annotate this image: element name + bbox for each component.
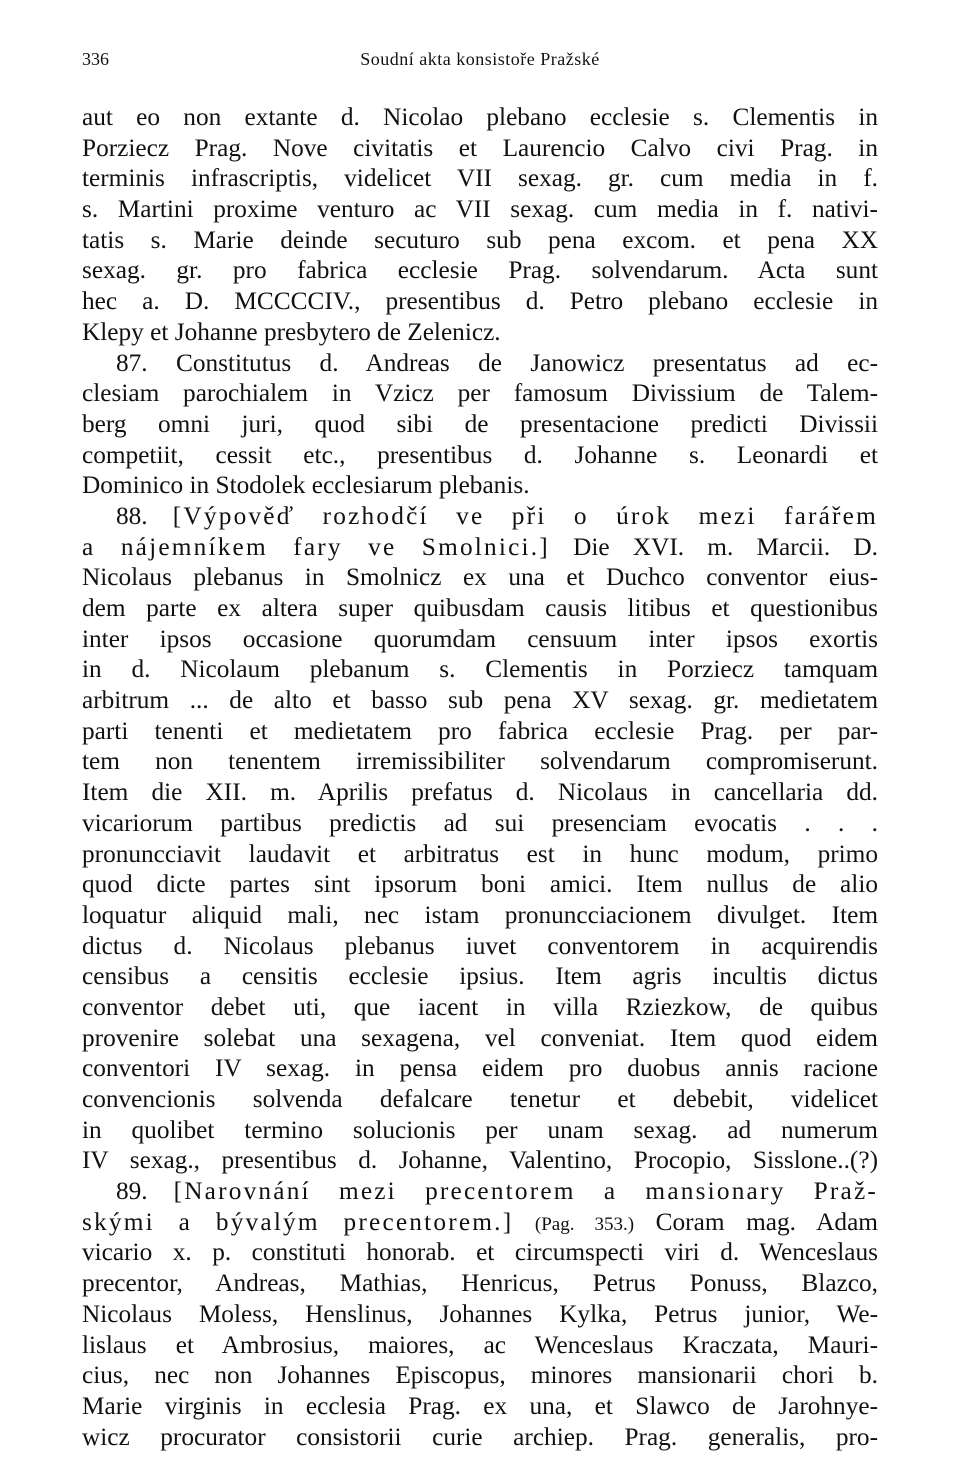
text-line: inter ipsos occasione quorumdam censuum inter ipsos exortis (82, 624, 878, 653)
text-line: aut eo non extante d. Nicolao plebano ecclesie s. Clementis in (82, 103, 878, 131)
text-line: conventor debet uti, que iacent in villa Rziezkow, de quibus (82, 992, 878, 1021)
text-line: Item die XII. m. Aprilis prefatus d. Nicolaus in cancellaria dd. (82, 778, 878, 807)
page-number: 336 (82, 49, 109, 69)
text-line: provenire solebat una sexagena, vel conveniat. Item quod eidem (82, 1023, 878, 1052)
text-line (82, 1176, 878, 1207)
text-span: 88. (116, 501, 173, 530)
text-line: 87. Constitutus d. Andreas de Janowicz presentatus ad ec- (116, 348, 878, 377)
text-line: s. Martini proxime venturo ac VII sexag. cum media in f. nativi- (82, 195, 878, 224)
text-line: pronuncciavit laudavit et arbitratus est in hunc modum, primo (82, 839, 878, 868)
text-line: dictus d. Nicolaus plebanus iuvet conventorem in acquirendis (82, 931, 878, 960)
spaced-heading-text: skými a bývalým precentorem.] (82, 1207, 514, 1236)
text-line: berg omni juri, quod sibi de presentacione predicti Divissii (82, 409, 878, 438)
text-line: Klepy et Johanne presbytero de Zelenicz. (82, 317, 501, 346)
text-line: censibus a censitis ecclesie ipsius. Item agris incultis dictus (82, 962, 878, 991)
spaced-heading-text: [Výpověď rozhodčí ve při o úrok mezi farářem (172, 501, 878, 530)
text-line: cius, nec non Johannes Episcopus, minores mansionarii chori b. (82, 1361, 878, 1390)
text-line: tatis s. Marie deinde secuturo sub pena excom. et pena XX (82, 225, 878, 254)
text-line: Dominico in Stodolek ecclesiarum plebanis. (82, 471, 530, 500)
text-line: quod dicte partes sint ipsorum boni amici. Item nullus de alio (82, 870, 878, 899)
text-span: (Pag. 353.) (534, 1213, 635, 1235)
text-line: wicz procurator consistorii curie archiep. Prag. generalis, pro- (82, 1422, 878, 1451)
text-line: IV sexag., presentibus d. Johanne, Valentino, Procopio, Sisslone..(?) (82, 1146, 878, 1175)
text-line: vicariorum partibus predictis ad sui presenciam evocatis . . . (82, 808, 878, 837)
spaced-heading-text: [Narovnání mezi precentorem a mansionary Praž- (173, 1177, 878, 1206)
text-line: sexag. gr. pro fabrica ecclesie Prag. solvendarum. Acta sunt (82, 256, 878, 285)
text-line: dem parte ex altera super quibusdam causis litibus et questionibus (82, 594, 878, 622)
text-line: conventori IV sexag. in pensa eidem pro duobus annis racione (82, 1054, 878, 1083)
text-line: vicario x. p. constituti honorab. et circumspecti viri d. Wenceslaus (82, 1238, 878, 1267)
text-line: in quolibet termino solucionis per unam sexag. ad numerum (82, 1115, 878, 1144)
text-line: precentor, Andreas, Mathias, Henricus, Petrus Ponuss, Blazco, (82, 1269, 878, 1298)
body-text (82, 102, 878, 1452)
text-line: clesiam parochialem in Vzicz per famosum Divissium de Talem- (82, 379, 878, 408)
text-line: Porziecz Prag. Nove civitatis et Laurencio Calvo civi Prag. in (82, 133, 878, 162)
text-line: tem non tenentem irremissibiliter solvendarum compromiserunt. (82, 747, 878, 776)
text-line: Nicolaus plebanus in Smolnicz ex una et Duchco conventor eius- (82, 563, 878, 592)
text-line: competiit, cessit etc., presentibus d. Johanne s. Leonardi et (82, 440, 878, 469)
text-line: in d. Nicolaum plebanum s. Clementis in Porziecz tamquam (82, 655, 878, 684)
text-line: parti tenenti et medietatem pro fabrica ecclesie Prag. per par- (82, 716, 878, 745)
page-header (82, 44, 878, 74)
text-line: arbitrum ... de alto et basso sub pena XV sexag. gr. medietatem (82, 686, 878, 715)
text-span (513, 1208, 535, 1236)
text-line: convencionis solvenda defalcare tenetur et debebit, videlicet (82, 1085, 878, 1113)
text-line (82, 1207, 878, 1238)
text-span: 89. (116, 1177, 174, 1206)
text-line (82, 532, 878, 563)
text-span: Die XVI. m. Marcii. D. (549, 532, 879, 561)
text-line: Marie virginis in ecclesia Prag. ex una, et Slawco de Jarohnye- (82, 1391, 878, 1420)
text-line (82, 501, 878, 532)
text-line: terminis infrascriptis, videlicet VII sexag. gr. cum media in f. (82, 164, 878, 193)
text-line: hec a. D. MCCCCIV., presentibus d. Petro plebano ecclesie in (82, 287, 878, 316)
text-span: Coram mag. Adam (634, 1207, 878, 1236)
running-title: Soudní akta konsistoře Pražské (360, 49, 600, 69)
text-line: loquatur aliquid mali, nec istam pronuncciacionem divulget. Item (82, 900, 878, 929)
spaced-heading-text: a nájemníkem fary ve Smolnici.] (82, 532, 550, 561)
text-line: lislaus et Ambrosius, maiores, ac Wenceslaus Kraczata, Mauri- (82, 1330, 878, 1359)
text-line: Nicolaus Moless, Henslinus, Johannes Kylka, Petrus junior, We- (82, 1299, 878, 1328)
